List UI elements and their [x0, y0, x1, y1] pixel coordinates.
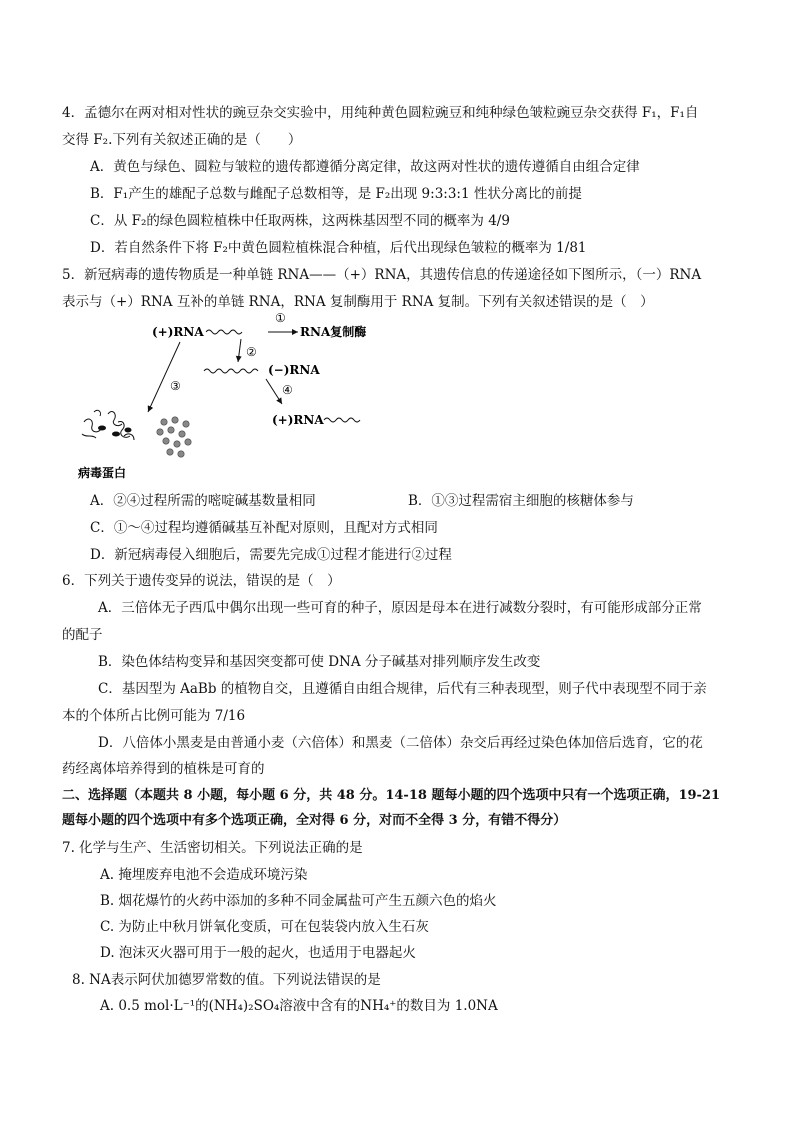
enzyme-label: RNA复制酶	[300, 325, 367, 339]
q5-stem-line2: 表示与（+）RNA 互补的单链 RNA，RNA 复制酶用于 RNA 复制。下列有关叙述错误的是（ ）	[62, 294, 654, 310]
arrow-step-4	[266, 379, 282, 404]
q6-option-d-line2: 药经离体培养得到的植株是可育的	[62, 761, 265, 777]
section-2-heading-line2: 题每小题的四个选项中有多个选项正确，全对得 6 分，对而不全得 3 分，有错不得分）	[62, 813, 567, 828]
plus-rna-bottom-strand	[324, 418, 360, 422]
minus-rna-label: (−)RNA	[268, 363, 320, 377]
q7-option-d: D. 泡沫灭火器可用于一般的起火，也适用于电器起火	[100, 945, 416, 961]
q5-stem-line1: 5．新冠病毒的遗传物质是一种单链 RNA——（+）RNA，其遗传信息的传递途径如下图所示，（一）RNA	[62, 267, 702, 283]
arrow-step-3	[148, 342, 180, 412]
q5-option-b: B．①③过程需宿主细胞的核糖体参与	[408, 493, 634, 509]
step-1-label: ①	[275, 311, 286, 325]
q6-option-a-line1: A．三倍体无子西瓜中偶尔出现一些可育的种子，原因是母本在进行减数分裂时，有可能形成部分正常	[98, 600, 702, 616]
section-2-heading-line1: 二、选择题（本题共 8 小题，每小题 6 分，共 48 分。14-18 题每小题的四个选项中只有一个选项正确，19-21	[62, 788, 721, 803]
virus-protein-blobs	[98, 426, 132, 437]
q6-option-c-line1: C．基因型为 AaBb 的植物自交，且遵循自由组合规律，后代有三种表现型，则子代中表现型不同于亲	[98, 681, 707, 697]
step-3-label: ③	[170, 379, 181, 393]
step-4-label: ④	[282, 383, 293, 397]
rna-replication-diagram	[78, 304, 378, 489]
minus-rna-strand	[204, 369, 258, 373]
q8-stem: 8. NA表示阿伏加德罗常数的值。下列说法错误的是	[72, 972, 381, 988]
q4-stem-line1: 4．孟德尔在两对相对性状的豌豆杂交实验中，用纯种黄色圆粒豌豆和纯种绿色皱粒豌豆杂交获得 F₁，F₁自	[62, 105, 699, 121]
q4-option-c: C．从 F₂的绿色圆粒植株中任取两株，这两株基因型不同的概率为 4/9	[90, 213, 510, 229]
q6-option-a-line2: 的配子	[62, 627, 103, 643]
q7-stem: 7. 化学与生产、生活密切相关。下列说法正确的是	[62, 840, 363, 856]
q6-option-b: B．染色体结构变异和基因突变都可使 DNA 分子碱基对排列顺序发生改变	[98, 654, 541, 670]
arrow-step-2	[238, 339, 241, 362]
q7-option-b: B. 烟花爆竹的火药中添加的多种不同金属盐可产生五颜六色的焰火	[100, 893, 497, 909]
q6-stem: 6．下列关于遗传变异的说法，错误的是（ ）	[62, 573, 341, 589]
q4-stem-line2: 交得 F₂.下列有关叙述正确的是（ ）	[62, 132, 302, 148]
q5-option-a: A．②④过程所需的嘧啶碱基数量相同	[90, 493, 316, 509]
q7-option-a: A. 掩埋废弃电池不会造成环境污染	[100, 867, 308, 883]
plus-rna-top-label: (+)RNA	[152, 325, 204, 339]
q5-option-c: C．①～④过程均遵循碱基互补配对原则，且配对方式相同	[90, 520, 438, 536]
plus-rna-top-strand	[206, 330, 242, 334]
q6-option-d-line1: D．八倍体小黑麦是由普通小麦（六倍体）和黑麦（二倍体）杂交后再经过染色体加倍后选育，它的花	[98, 735, 703, 751]
virus-protein-label: 病毒蛋白	[78, 466, 127, 480]
virus-protein-dots	[157, 417, 191, 457]
q4-option-d: D．若自然条件下将 F₂中黄色圆粒植株混合种植，后代出现绿色皱粒的概率为 1/81	[90, 240, 587, 256]
virus-protein-squiggles	[82, 410, 134, 440]
q4-option-a: A．黄色与绿色、圆粒与皱粒的遗传都遵循分离定律，故这两对性状的遗传遵循自由组合定律	[90, 159, 640, 175]
q8-option-a: A. 0.5 mol·L⁻¹的(NH₄)₂SO₄溶液中含有的NH₄⁺的数目为 1.0NA	[100, 998, 498, 1014]
q5-option-d: D．新冠病毒侵入细胞后，需要先完成①过程才能进行②过程	[90, 547, 452, 563]
q6-option-c-line2: 本的个体所占比例可能为 7/16	[62, 708, 246, 724]
plus-rna-bottom-label: (+)RNA	[272, 413, 324, 427]
q7-option-c: C. 为防止中秋月饼氧化变质，可在包装袋内放入生石灰	[100, 919, 429, 935]
step-2-label: ②	[246, 345, 257, 359]
q4-option-b: B．F₁产生的雄配子总数与雌配子总数相等，是 F₂出现 9:3:3:1 性状分离比的前提	[90, 186, 582, 202]
